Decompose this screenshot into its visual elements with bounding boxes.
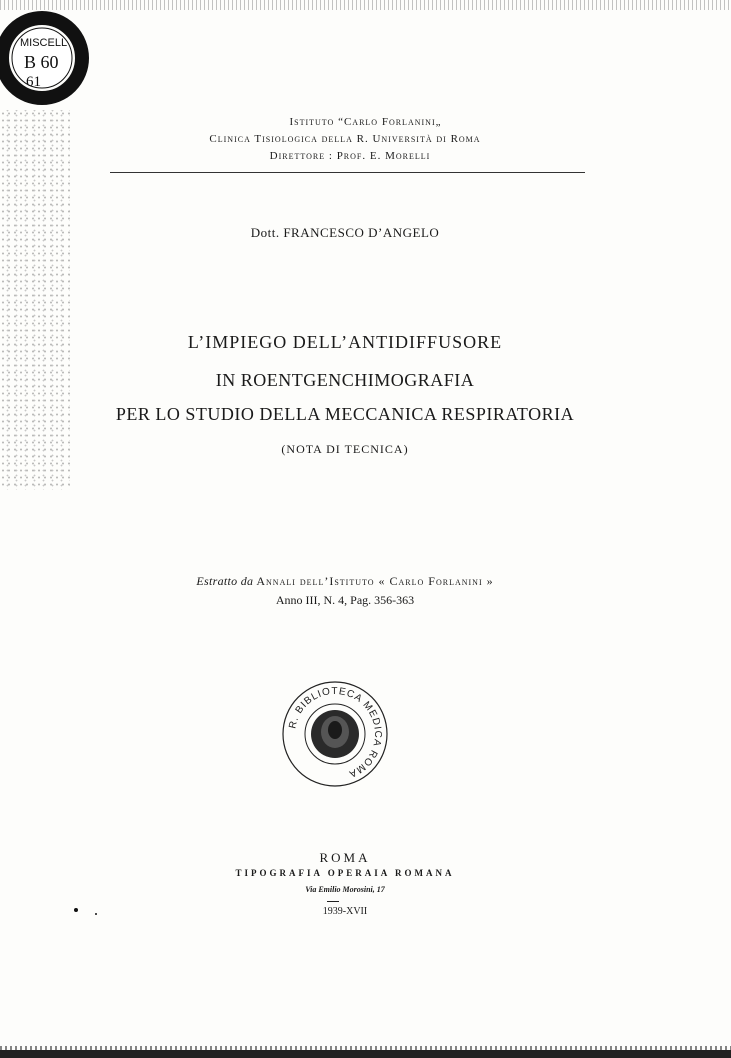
- library-stamp-top: [0, 0, 90, 110]
- extract-line: [0, 574, 690, 589]
- imprint-printer: TIPOGRAFIA OPERAIA ROMANA: [235, 868, 455, 878]
- institute-line-3: Direttore : Prof. E. Morelli: [269, 150, 431, 162]
- header-rule: [110, 172, 585, 173]
- title-line-1: L’IMPIEGO DELL’ANTIDIFFUSORE: [187, 332, 503, 352]
- title-note: (NOTA DI TECNICA): [281, 442, 409, 456]
- scan-noise-top: [0, 0, 731, 10]
- institute-line-1: Istituto “Carlo Forlanini„: [289, 116, 442, 128]
- stamp-line3: 61: [26, 74, 41, 90]
- title-line-3: PER LO STUDIO DELLA MECCANICA RESPIRATORIA: [115, 404, 575, 424]
- institute-line-2: Clinica Tisiologica della R. Università di Roma: [209, 133, 481, 145]
- title-line-2: IN ROENTGENCHIMOGRAFIA: [215, 370, 475, 390]
- extract-prefix: Estratto da: [196, 574, 254, 588]
- stamp-ring-text: R. BIBLIOTECA MEDICA ROMA: [287, 685, 384, 780]
- extract-issue: Anno III, N. 4, Pag. 356-363: [275, 593, 415, 607]
- scan-edge-bottom: [0, 1050, 731, 1058]
- scan-noise-left: [0, 110, 70, 490]
- ink-dot: [95, 913, 97, 915]
- stamp-line2: B 60: [24, 52, 59, 72]
- imprint-city: ROMA: [319, 850, 371, 865]
- imprint-dash: [327, 901, 339, 902]
- ink-dot: [74, 908, 78, 912]
- extract-source: Annali dell’Istituto « Carlo Forlanini »: [256, 574, 494, 588]
- author-name: Dott. FRANCESCO D’ANGELO: [250, 225, 440, 240]
- library-stamp-middle: [279, 678, 391, 790]
- stamp-line1: MISCELL: [20, 37, 68, 49]
- imprint-year: 1939-XVII: [322, 906, 368, 917]
- imprint-address: Via Emilio Morosini, 17: [305, 885, 385, 894]
